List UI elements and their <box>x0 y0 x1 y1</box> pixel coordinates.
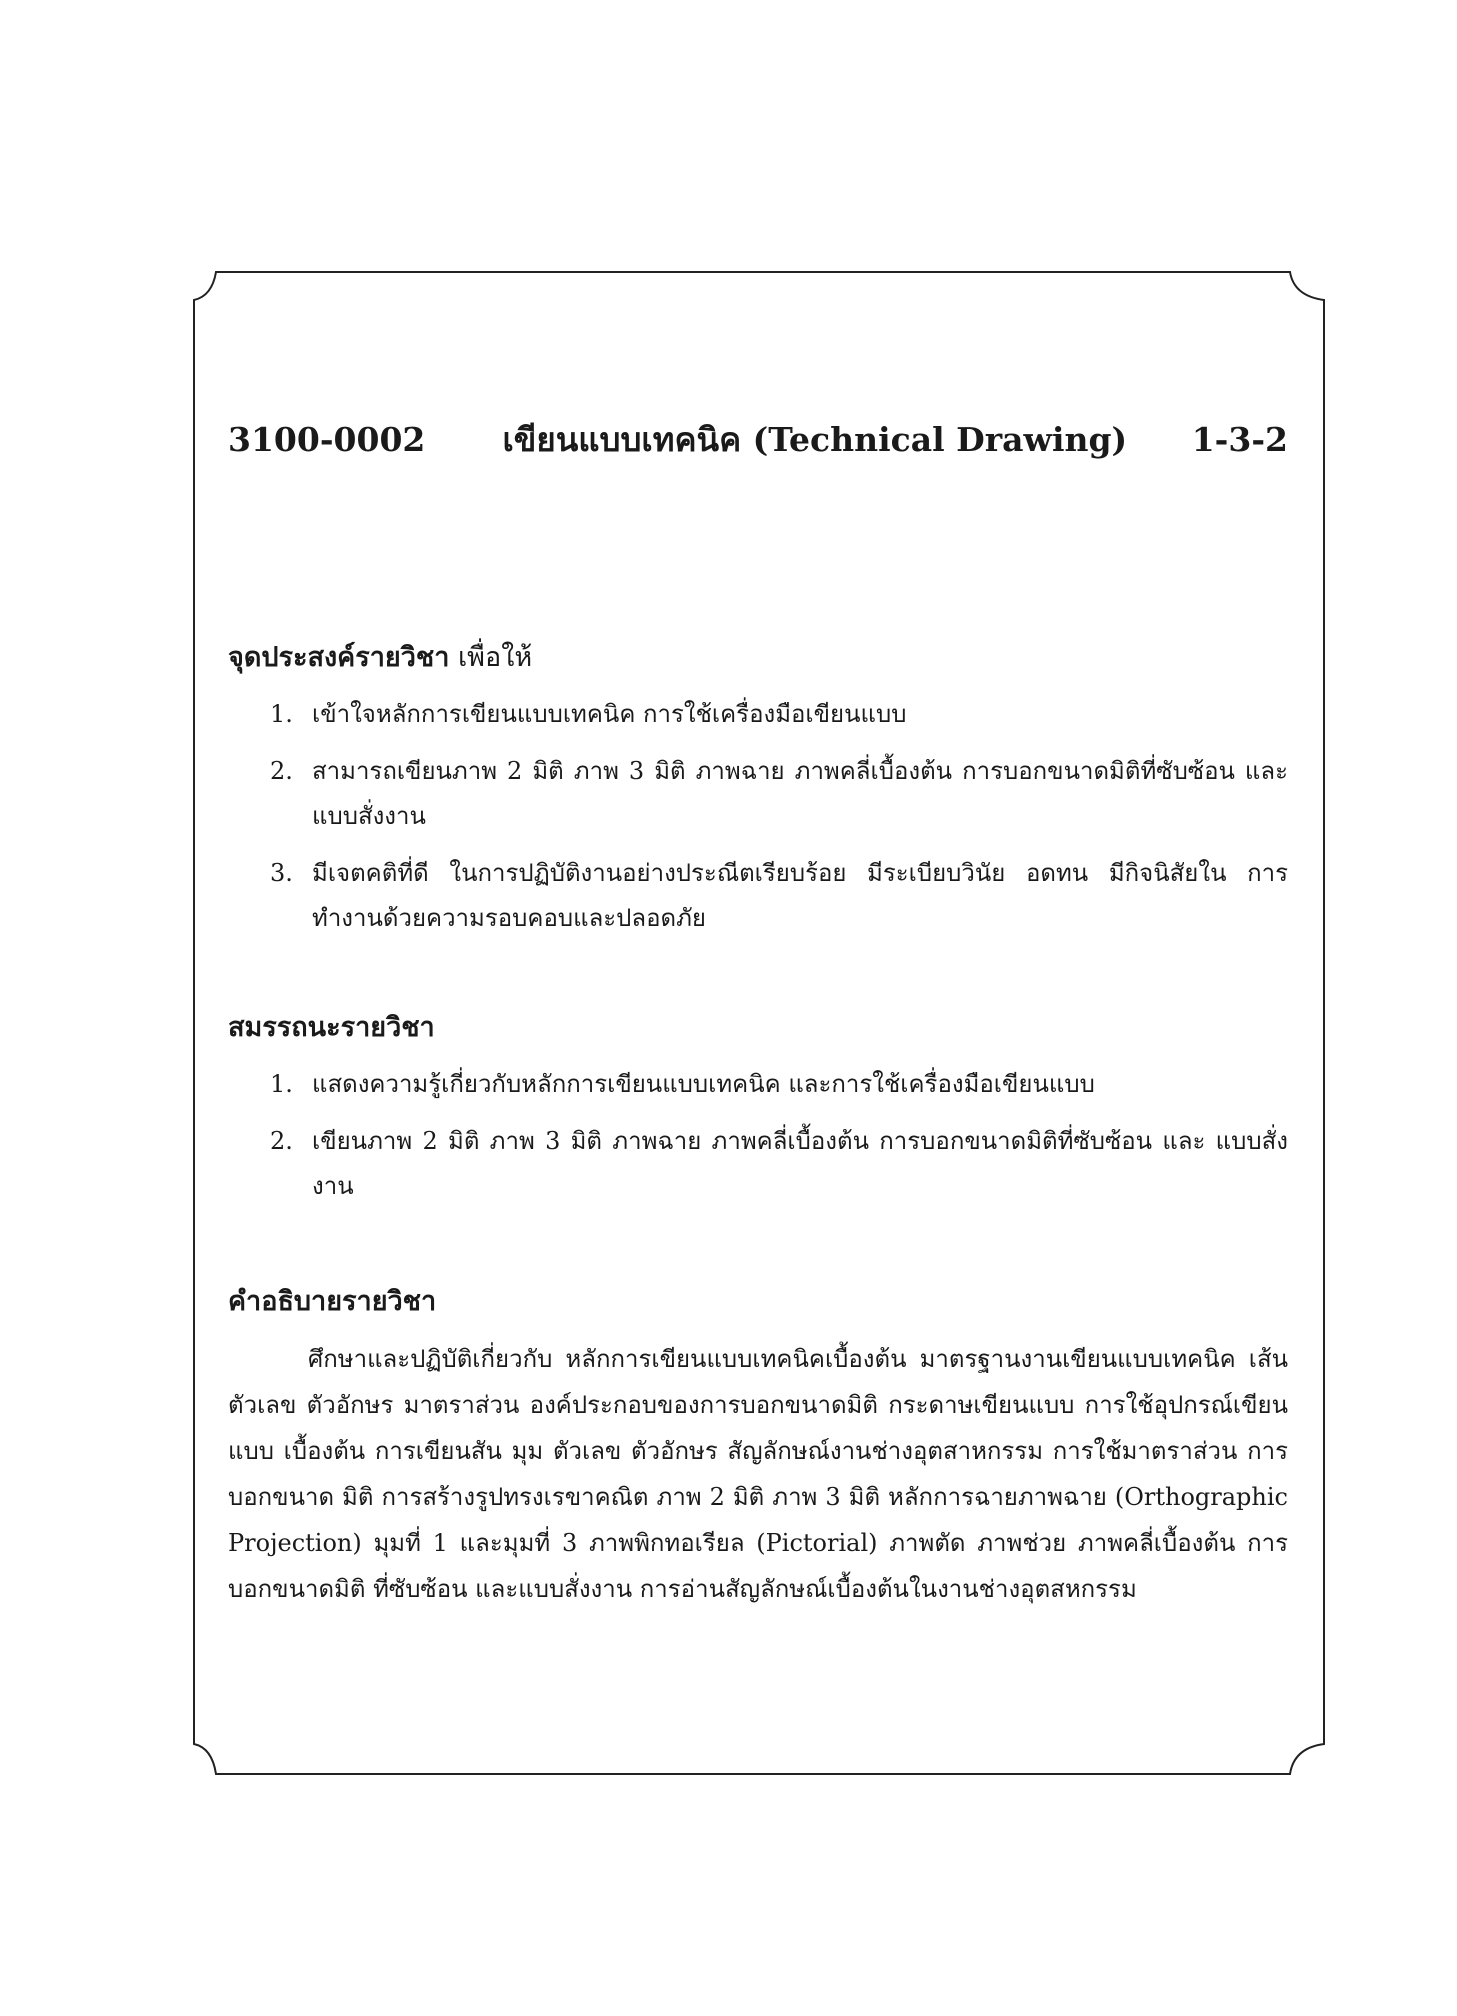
competencies-section <box>228 1008 1288 1221</box>
competencies-heading <box>228 1008 1288 1048</box>
item-number: 1. <box>270 700 293 728</box>
course-sheet <box>228 420 1289 1603</box>
description-section <box>228 1282 1288 1612</box>
item-number: 3. <box>270 859 293 887</box>
description-text: ศึกษาและปฏิบัติเกี่ยวกับ หลักการเขียนแบบเทคนิคเบื้องต้น มาตรฐานงานเขียนแบบเทคนิค เส้น ตัวเลข ตัวอักษร มาตราส่วน องค์ประกอบของการบอกขนาดมิติ กระดาษเขียนแบบ การใช้อุปกรณ์เขียนแบบ เบื้องต้น การเขียนสัน มุม ตัวเลข ตัวอักษร สัญลักษณ์งานช่างอุตสาหกรรม การใช้มาตราส่วน การบอกขนาด มิติ การสร้างรูปทรงเรขาคณิต ภาพ 2 มิติ ภาพ 3 มิติ หลักการฉายภาพฉาย (Orthographic Projection) มุมที่ 1 และมุมที่ 3 ภาพพิกทอเรียล (Pictorial) ภาพตัด ภาพช่วย ภาพคลี่เบื้องต้น การบอกขนาดมิติ ที่ซับซ้อน และแบบสั่งงาน การอ่านสัญลักษณ์เบื้องต้นในงานช่างอุตสหกรรม <box>228 1345 1288 1603</box>
item-number: 2. <box>270 757 293 785</box>
course-code: 3100-0002 <box>228 420 426 459</box>
list-item <box>228 1119 1288 1209</box>
objectives-list <box>228 692 1288 941</box>
description-heading-label: คำอธิบายรายวิชา <box>228 1286 437 1317</box>
objectives-section <box>228 638 1288 953</box>
item-text: เขียนภาพ 2 มิติ ภาพ 3 มิติ ภาพฉาย ภาพคลี่เบื้องต้น การบอกขนาดมิติที่ซับซ้อน และ แบบสั่งงาน <box>312 1127 1288 1200</box>
objectives-heading <box>228 638 1288 678</box>
course-header <box>228 420 1288 460</box>
list-item <box>228 851 1288 941</box>
list-item <box>228 692 1288 737</box>
course-credits: 1-3-2 <box>1191 420 1288 459</box>
competencies-heading-label: สมรรถนะรายวิชา <box>228 1012 435 1043</box>
list-item <box>228 749 1288 839</box>
item-text: สามารถเขียนภาพ 2 มิติ ภาพ 3 มิติ ภาพฉาย ภาพคลี่เบื้องต้น การบอกขนาดมิติที่ซับซ้อน และแบบสั่งงาน <box>312 757 1288 830</box>
item-text: เข้าใจหลักการเขียนแบบเทคนิค การใช้เครื่องมือเขียนแบบ <box>312 700 907 728</box>
item-text: แสดงความรู้เกี่ยวกับหลักการเขียนแบบเทคนิค และการใช้เครื่องมือเขียนแบบ <box>312 1070 1095 1098</box>
competencies-list <box>228 1062 1288 1209</box>
item-number: 1. <box>270 1070 293 1098</box>
item-number: 2. <box>270 1127 293 1155</box>
item-text: มีเจตคติที่ดี ในการปฏิบัติงานอย่างประณีตเรียบร้อย มีระเบียบวินัย อดทน มีกิจนิสัยใน การทำงานด้วยความรอบคอบและปลอดภัย <box>312 859 1289 932</box>
list-item <box>228 1062 1288 1107</box>
description-heading <box>228 1282 1288 1322</box>
objectives-heading-suffix: เพื่อให้ <box>457 642 533 673</box>
course-title: เขียนแบบเทคนิค (Technical Drawing) <box>502 420 1128 459</box>
objectives-heading-label: จุดประสงค์รายวิชา <box>228 642 450 673</box>
